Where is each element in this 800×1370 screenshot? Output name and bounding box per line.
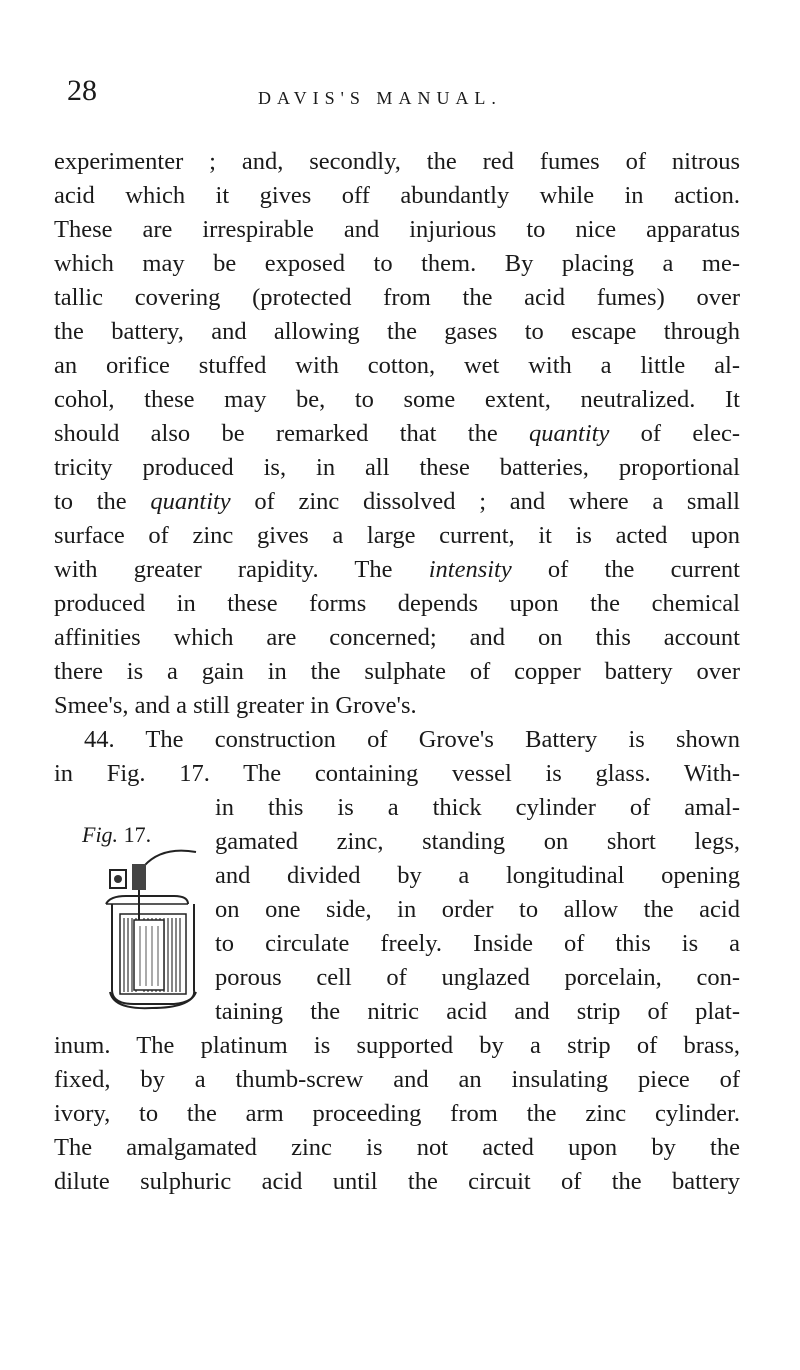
text-line: These are irrespirable and injurious to nice apparatus [54,216,740,243]
text-line: ivory, to the arm proceeding from the zinc cylinder. [54,1100,740,1127]
text-line: porous cell of unglazed porcelain, con- [215,964,740,991]
text-line: fixed, by a thumb-screw and an insulating piece of [54,1066,740,1093]
text-line [54,422,740,447]
paragraph-start-line: 44. The construction of Grove's Battery is shown [84,726,740,753]
figure-number: 17. [123,822,152,847]
text-line: affinities which are concerned; and on this account [54,624,740,651]
text-line: taining the nitric acid and strip of plat- [215,998,740,1025]
page-number: 28 [67,74,97,107]
text-run: of the current [511,556,740,583]
emphasis-intensity: intensity [428,556,512,583]
text-line: and divided by a longitudinal opening [215,862,740,889]
text-run: with greater rapidity. The [54,556,429,583]
text-line: in this is a thick cylinder of amal- [215,794,740,821]
emphasis-quantity: quantity [150,488,231,515]
text-line: tallic covering (protected from the acid fumes) over [54,284,740,311]
text-line: dilute sulphuric acid until the circuit of the battery [54,1168,740,1195]
text-line: cohol, these may be, to some extent, neutralized. It [54,386,740,413]
text-line [54,558,740,583]
text-line: on one side, in order to allow the acid [215,896,740,923]
grove-battery-engraving-icon [104,842,212,1010]
text-line: inum. The platinum is supported by a strip of brass, [54,1032,740,1059]
text-line: Smee's, and a still greater in Grove's. [54,692,417,719]
text-line: surface of zinc gives a large current, it is acted upon [54,522,740,549]
text-line: in Fig. 17. The containing vessel is glass. With- [54,760,740,787]
text-run: of elec- [609,420,740,447]
grove-battery-figure [104,842,212,1010]
text-line [54,490,740,515]
emphasis-quantity: quantity [529,420,610,447]
text-line: produced in these forms depends upon the chemical [54,590,740,617]
text-line: experimenter ; and, secondly, the red fumes of nitrous [54,148,740,175]
text-run: to the [54,488,151,515]
text-line: an orifice stuffed with cotton, wet with a little al- [54,352,740,379]
text-line: to circulate freely. Inside of this is a [215,930,740,957]
figure-label: Fig. [82,822,119,847]
text-line: there is a gain in the sulphate of copper battery over [54,658,740,685]
text-run: of zinc dissolved ; and where a small [230,488,740,515]
text-line: the battery, and allowing the gases to escape through [54,318,740,345]
text-run: should also be remarked that the [54,420,530,447]
text-line: tricity produced is, in all these batteries, proportional [54,454,740,481]
text-line: which may be exposed to them. By placing a me- [54,250,740,277]
text-line: The amalgamated zinc is not acted upon by the [54,1134,740,1161]
text-line: gamated zinc, standing on short legs, [215,828,740,855]
running-head: DAVIS'S MANUAL. [258,88,502,108]
text-line: acid which it gives off abundantly while in action. [54,182,740,209]
